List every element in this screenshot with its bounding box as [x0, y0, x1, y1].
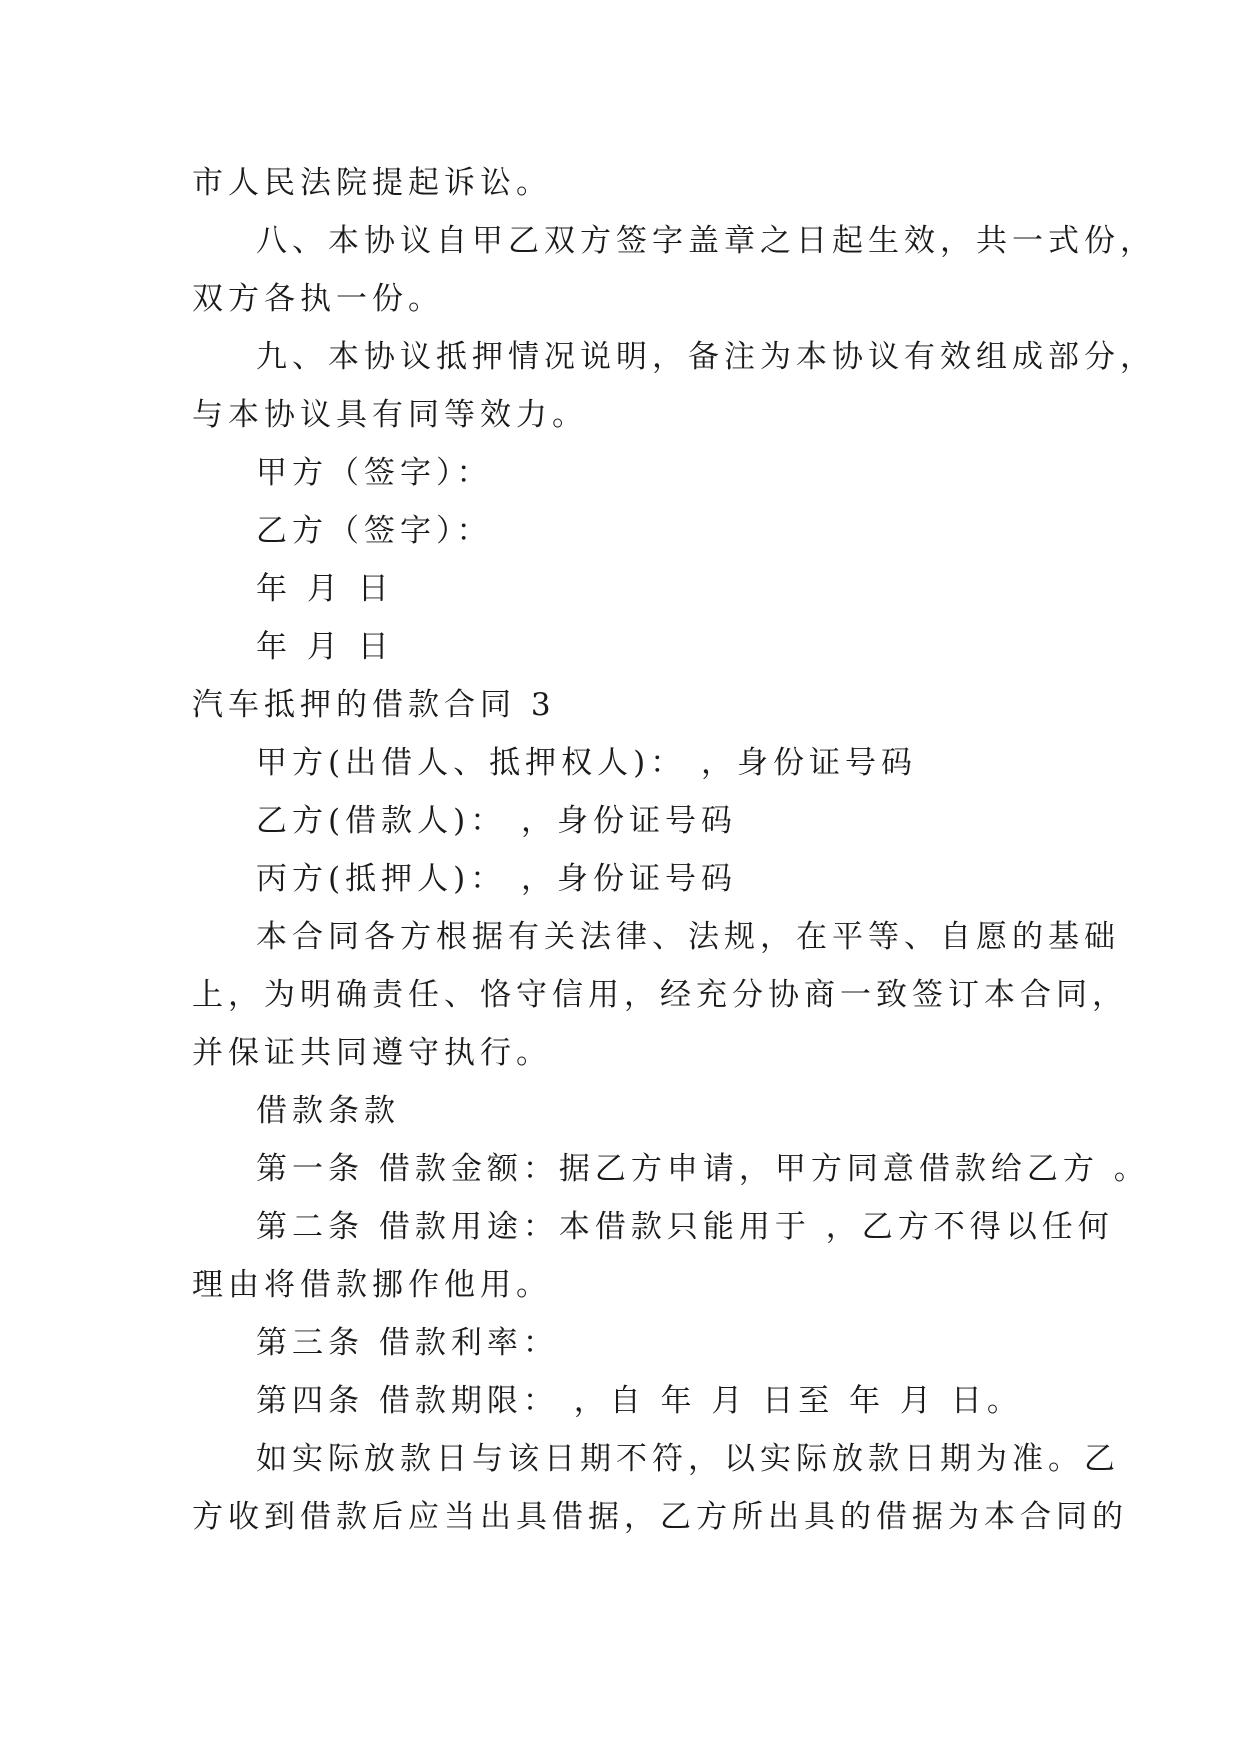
subheading: 借款条款 — [256, 1093, 400, 1129]
party-line: 丙方(抵押人)： ，身份证号码 — [256, 861, 738, 897]
party-line: 乙方(借款人)： ，身份证号码 — [256, 803, 738, 839]
clause-line: 第四条 借款期限： ，自 年 月 日至 年 月 日。 — [256, 1383, 1023, 1419]
date-line: 年 月 日 — [256, 629, 394, 665]
section-heading: 汽车抵押的借款合同 3 — [192, 687, 556, 723]
text-line: 方收到借款后应当出具借据，乙方所出具的借据为本合同的 — [192, 1499, 1128, 1535]
text-line: 并保证共同遵守执行。 — [192, 1035, 552, 1071]
text-line: 如实际放款日与该日期不符，以实际放款日期为准。乙 — [256, 1441, 1120, 1477]
text-line: 市人民法院提起诉讼。 — [192, 165, 552, 201]
signature-line-party-a: 甲方（签字）： — [256, 455, 493, 491]
party-line: 甲方(出借人、抵押权人)： ，身份证号码 — [256, 745, 918, 781]
signature-line-party-b: 乙方（签字）： — [256, 513, 493, 549]
date-line: 年 月 日 — [256, 571, 394, 607]
clause-line: 第二条 借款用途：本借款只能用于 ，乙方不得以任何 — [256, 1209, 1114, 1245]
text-line: 上，为明确责任、恪守信用，经充分协商一致签订本合同， — [192, 977, 1128, 1013]
clause-line: 第一条 借款金额：据乙方申请，甲方同意借款给乙方 。 — [256, 1151, 1150, 1187]
text-line: 九、本协议抵押情况说明，备注为本协议有效组成部分， — [256, 339, 1156, 375]
text-line: 双方各执一份。 — [192, 281, 444, 317]
clause-line: 第三条 借款利率： — [256, 1325, 559, 1361]
text-line: 本合同各方根据有关法律、法规，在平等、自愿的基础 — [256, 919, 1120, 955]
text-line: 与本协议具有同等效力。 — [192, 397, 588, 433]
text-line: 理由将借款挪作他用。 — [192, 1267, 552, 1303]
text-line: 八、本协议自甲乙双方签字盖章之日起生效，共一式份， — [256, 223, 1156, 259]
